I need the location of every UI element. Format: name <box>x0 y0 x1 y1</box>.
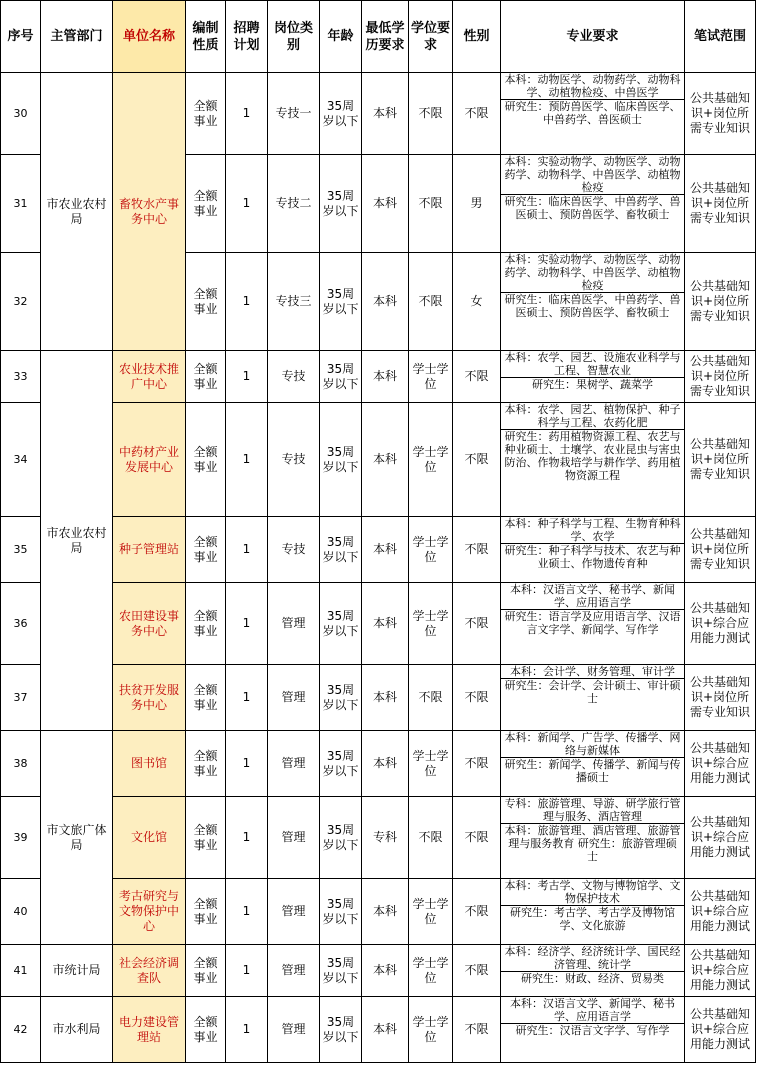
unit-cell: 电力建设管理站 <box>113 997 186 1063</box>
table-row <box>1 403 756 517</box>
table-row <box>1 731 756 797</box>
exam-cell: 公共基础知识+综合应用能力测试 <box>685 583 756 665</box>
seq-cell: 31 <box>1 155 41 253</box>
gender-cell: 不限 <box>453 879 501 945</box>
degree-cell: 学士学位 <box>409 945 453 997</box>
plan-cell: 1 <box>226 731 268 797</box>
seq-cell: 37 <box>1 665 41 731</box>
header-age: 年龄 <box>320 1 362 73</box>
header-gender: 性别 <box>453 1 501 73</box>
age-cell: 35周岁以下 <box>320 879 362 945</box>
gender-cell: 不限 <box>453 403 501 517</box>
unit-cell: 种子管理站 <box>113 517 186 583</box>
post-cell: 管理 <box>268 583 320 665</box>
edu-cell: 本科 <box>362 73 409 155</box>
unit-cell: 社会经济调查队 <box>113 945 186 997</box>
age-cell: 35周岁以下 <box>320 351 362 403</box>
exam-cell: 公共基础知识+岗位所需专业知识 <box>685 351 756 403</box>
exam-cell: 公共基础知识+岗位所需专业知识 <box>685 73 756 155</box>
major-undergrad: 本科：农学、园艺、设施农业科学与工程、智慧农业 <box>504 351 681 377</box>
age-cell: 35周岁以下 <box>320 155 362 253</box>
unit-cell: 农业技术推广中心 <box>113 351 186 403</box>
nature-cell: 全额事业 <box>186 253 226 351</box>
nature-cell: 全额事业 <box>186 665 226 731</box>
header-nature: 编制性质 <box>186 1 226 73</box>
exam-cell: 公共基础知识+综合应用能力测试 <box>685 945 756 997</box>
exam-cell: 公共基础知识+综合应用能力测试 <box>685 797 756 879</box>
gender-cell: 女 <box>453 253 501 351</box>
dept-cell: 市文旅广体局 <box>41 731 113 945</box>
major-undergrad: 本科：考古学、文物与博物馆学、文物保护技术 <box>504 879 681 905</box>
seq-cell: 42 <box>1 997 41 1063</box>
major-graduate: 研究生：考古学、考古学及博物馆学、文化旅游 <box>501 905 684 932</box>
edu-cell: 本科 <box>362 155 409 253</box>
major-graduate: 研究生：新闻学、传播学、新闻与传播硕士 <box>501 757 684 784</box>
edu-cell: 本科 <box>362 879 409 945</box>
post-cell: 管理 <box>268 945 320 997</box>
gender-cell: 不限 <box>453 945 501 997</box>
major-cell <box>501 73 685 155</box>
nature-cell: 全额事业 <box>186 351 226 403</box>
major-undergrad: 本科：实验动物学、动物医学、动物药学、动物科学、中兽医学、动植物检疫 <box>504 155 681 194</box>
seq-cell: 35 <box>1 517 41 583</box>
nature-cell: 全额事业 <box>186 731 226 797</box>
exam-cell: 公共基础知识+综合应用能力测试 <box>685 879 756 945</box>
exam-cell: 公共基础知识+岗位所需专业知识 <box>685 665 756 731</box>
plan-cell: 1 <box>226 665 268 731</box>
seq-cell: 39 <box>1 797 41 879</box>
major-graduate: 研究生：果树学、蔬菜学 <box>501 377 684 391</box>
post-cell: 专技 <box>268 517 320 583</box>
degree-cell: 不限 <box>409 797 453 879</box>
major-undergrad: 本科：汉语言文学、新闻学、秘书学、应用语言学 <box>510 997 675 1023</box>
gender-cell: 不限 <box>453 583 501 665</box>
post-cell: 管理 <box>268 731 320 797</box>
major-undergrad: 本科：农学、园艺、植物保护、种子科学与工程、农药化肥 <box>504 403 681 429</box>
plan-cell: 1 <box>226 403 268 517</box>
header-major: 专业要求 <box>501 1 685 73</box>
post-cell: 管理 <box>268 665 320 731</box>
edu-cell: 本科 <box>362 403 409 517</box>
edu-cell: 本科 <box>362 945 409 997</box>
major-cell <box>501 797 685 879</box>
nature-cell: 全额事业 <box>186 517 226 583</box>
major-undergrad: 本科：新闻学、广告学、传播学、网络与新媒体 <box>504 731 681 757</box>
post-cell: 管理 <box>268 879 320 945</box>
plan-cell: 1 <box>226 997 268 1063</box>
edu-cell: 专科 <box>362 797 409 879</box>
dept-cell: 市农业农村局 <box>41 351 113 731</box>
dept-cell: 市统计局 <box>41 945 113 997</box>
exam-cell: 公共基础知识+综合应用能力测试 <box>685 997 756 1063</box>
table-row <box>1 997 756 1063</box>
major-cell <box>501 351 685 403</box>
gender-cell: 不限 <box>453 73 501 155</box>
major-specialist: 专科：旅游管理、导游、研学旅行管理与服务、酒店管理 <box>504 797 681 823</box>
unit-cell: 图书馆 <box>113 731 186 797</box>
unit-cell: 中药材产业发展中心 <box>113 403 186 517</box>
exam-cell: 公共基础知识+综合应用能力测试 <box>685 731 756 797</box>
nature-cell: 全额事业 <box>186 997 226 1063</box>
major-cell <box>501 997 685 1063</box>
exam-cell: 公共基础知识+岗位所需专业知识 <box>685 403 756 517</box>
edu-cell: 本科 <box>362 253 409 351</box>
plan-cell: 1 <box>226 797 268 879</box>
degree-cell: 学士学位 <box>409 351 453 403</box>
header-dept: 主管部门 <box>41 1 113 73</box>
header-row <box>1 1 756 73</box>
table-row <box>1 351 756 403</box>
major-graduate: 研究生：临床兽医学、中兽药学、兽医硕士、预防兽医学、畜牧硕士 <box>501 194 684 221</box>
table-row <box>1 797 756 879</box>
nature-cell: 全额事业 <box>186 945 226 997</box>
degree-cell: 学士学位 <box>409 583 453 665</box>
seq-cell: 40 <box>1 879 41 945</box>
plan-cell: 1 <box>226 73 268 155</box>
age-cell: 35周岁以下 <box>320 731 362 797</box>
nature-cell: 全额事业 <box>186 73 226 155</box>
seq-cell: 32 <box>1 253 41 351</box>
age-cell: 35周岁以下 <box>320 403 362 517</box>
table-row <box>1 879 756 945</box>
major-cell <box>501 665 685 731</box>
post-cell: 专技一 <box>268 73 320 155</box>
header-seq: 序号 <box>1 1 41 73</box>
seq-cell: 38 <box>1 731 41 797</box>
exam-cell: 公共基础知识+岗位所需专业知识 <box>685 253 756 351</box>
degree-cell: 学士学位 <box>409 403 453 517</box>
header-degree: 学位要求 <box>409 1 453 73</box>
plan-cell: 1 <box>226 253 268 351</box>
edu-cell: 本科 <box>362 351 409 403</box>
major-cell <box>501 583 685 665</box>
major-graduate: 研究生：预防兽医学、临床兽医学、中兽药学、兽医硕士 <box>501 99 684 126</box>
seq-cell: 36 <box>1 583 41 665</box>
degree-cell: 学士学位 <box>409 997 453 1063</box>
major-undergrad: 本科：会计学、财务管理、审计学 <box>510 665 675 678</box>
dept-cell: 市水利局 <box>41 997 113 1063</box>
nature-cell: 全额事业 <box>186 879 226 945</box>
nature-cell: 全额事业 <box>186 155 226 253</box>
age-cell: 35周岁以下 <box>320 253 362 351</box>
header-plan: 招聘计划 <box>226 1 268 73</box>
unit-cell: 畜牧水产事务中心 <box>113 73 186 351</box>
edu-cell: 本科 <box>362 997 409 1063</box>
major-graduate: 研究生：药用植物资源工程、农艺与种业硕士、土壤学、农业昆虫与害虫防治、作物栽培学与耕作学、药用植物资源工程 <box>501 429 684 482</box>
major-graduate: 研究生：汉语言文字学、写作学 <box>501 1023 684 1037</box>
degree-cell: 学士学位 <box>409 731 453 797</box>
edu-cell: 本科 <box>362 517 409 583</box>
plan-cell: 1 <box>226 155 268 253</box>
major-undergrad: 本科：实验动物学、动物医学、动物药学、动物科学、中兽医学、动植物检疫 <box>504 253 681 292</box>
degree-cell: 不限 <box>409 73 453 155</box>
major-graduate: 研究生：会计学、会计硕士、审计硕士 <box>501 678 684 705</box>
age-cell: 35周岁以下 <box>320 665 362 731</box>
age-cell: 35周岁以下 <box>320 945 362 997</box>
seq-cell: 30 <box>1 73 41 155</box>
gender-cell: 不限 <box>453 517 501 583</box>
unit-cell: 文化馆 <box>113 797 186 879</box>
table-row <box>1 945 756 997</box>
plan-cell: 1 <box>226 351 268 403</box>
post-cell: 管理 <box>268 797 320 879</box>
gender-cell: 不限 <box>453 665 501 731</box>
gender-cell: 男 <box>453 155 501 253</box>
age-cell: 35周岁以下 <box>320 73 362 155</box>
major-cell <box>501 155 685 253</box>
major-undergrad: 本科：经济学、经济统计学、国民经济管理、统计学 <box>504 945 681 971</box>
table-row <box>1 73 756 155</box>
unit-cell: 考古研究与文物保护中心 <box>113 879 186 945</box>
major-graduate: 研究生：财政、经济、贸易类 <box>501 971 684 985</box>
seq-cell: 34 <box>1 403 41 517</box>
major-cell <box>501 403 685 517</box>
post-cell: 专技二 <box>268 155 320 253</box>
nature-cell: 全额事业 <box>186 583 226 665</box>
major-cell <box>501 731 685 797</box>
major-undergrad: 本科：旅游管理、酒店管理、旅游管理与服务教育 研究生：旅游管理硕士 <box>501 823 684 863</box>
degree-cell: 不限 <box>409 253 453 351</box>
degree-cell: 不限 <box>409 665 453 731</box>
major-cell <box>501 879 685 945</box>
exam-cell: 公共基础知识+岗位所需专业知识 <box>685 517 756 583</box>
post-cell: 专技 <box>268 351 320 403</box>
table-row <box>1 583 756 665</box>
age-cell: 35周岁以下 <box>320 583 362 665</box>
post-cell: 专技 <box>268 403 320 517</box>
major-graduate: 研究生：种子科学与技术、农艺与种业硕士、作物遗传育种 <box>501 543 684 570</box>
edu-cell: 本科 <box>362 731 409 797</box>
major-cell <box>501 517 685 583</box>
post-cell: 专技三 <box>268 253 320 351</box>
header-exam: 笔试范围 <box>685 1 756 73</box>
unit-cell: 农田建设事务中心 <box>113 583 186 665</box>
plan-cell: 1 <box>226 583 268 665</box>
edu-cell: 本科 <box>362 665 409 731</box>
unit-cell: 扶贫开发服务中心 <box>113 665 186 731</box>
major-undergrad: 本科：汉语言文学、秘书学、新闻学、应用语言学 <box>510 583 675 609</box>
degree-cell: 不限 <box>409 155 453 253</box>
major-graduate: 研究生：语言学及应用语言学、汉语言文字学、新闻学、写作学 <box>501 609 684 636</box>
gender-cell: 不限 <box>453 351 501 403</box>
table-row <box>1 517 756 583</box>
gender-cell: 不限 <box>453 997 501 1063</box>
header-post: 岗位类别 <box>268 1 320 73</box>
age-cell: 35周岁以下 <box>320 797 362 879</box>
major-cell <box>501 945 685 997</box>
plan-cell: 1 <box>226 879 268 945</box>
plan-cell: 1 <box>226 945 268 997</box>
degree-cell: 学士学位 <box>409 879 453 945</box>
major-undergrad: 本科：动物医学、动物药学、动物科学、动植物检疫、中兽医学 <box>504 73 681 99</box>
seq-cell: 41 <box>1 945 41 997</box>
age-cell: 35周岁以下 <box>320 997 362 1063</box>
major-undergrad: 本科：种子科学与工程、生物育种科学、农学 <box>504 517 681 543</box>
gender-cell: 不限 <box>453 731 501 797</box>
major-cell <box>501 253 685 351</box>
header-edu: 最低学历要求 <box>362 1 409 73</box>
edu-cell: 本科 <box>362 583 409 665</box>
degree-cell: 学士学位 <box>409 517 453 583</box>
dept-cell: 市农业农村局 <box>41 73 113 351</box>
header-unit: 单位名称 <box>113 1 186 73</box>
age-cell: 35周岁以下 <box>320 517 362 583</box>
plan-cell: 1 <box>226 517 268 583</box>
post-cell: 管理 <box>268 997 320 1063</box>
nature-cell: 全额事业 <box>186 403 226 517</box>
gender-cell: 不限 <box>453 797 501 879</box>
nature-cell: 全额事业 <box>186 797 226 879</box>
major-graduate: 研究生：临床兽医学、中兽药学、兽医硕士、预防兽医学、畜牧硕士 <box>501 292 684 319</box>
exam-cell: 公共基础知识+岗位所需专业知识 <box>685 155 756 253</box>
table-row <box>1 665 756 731</box>
seq-cell: 33 <box>1 351 41 403</box>
